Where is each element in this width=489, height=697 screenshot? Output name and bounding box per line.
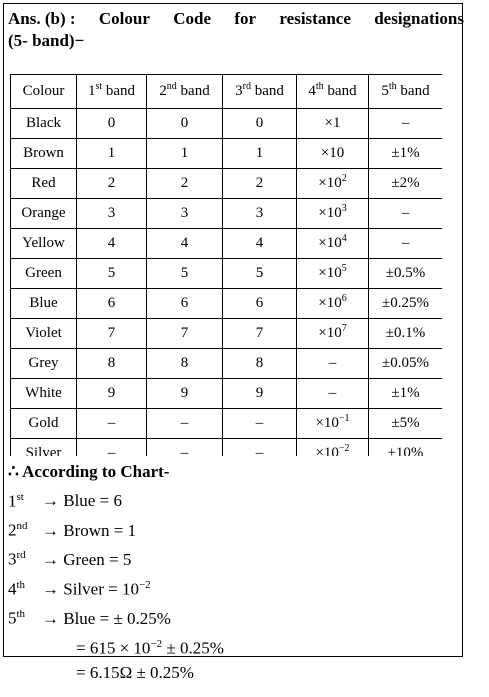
solution-step: 5th → Blue = ± 0.25% xyxy=(8,608,171,628)
table-cell-b1: 3 xyxy=(77,199,147,229)
table-cell-b2: 9 xyxy=(147,379,223,409)
heading-word: resistance xyxy=(279,9,351,28)
table-cell-b3: 2 xyxy=(223,169,297,199)
table-cell-b1: 0 xyxy=(77,109,147,139)
table-cell-b3: – xyxy=(223,409,297,439)
calc-line-2: = 6.15Ω ± 0.25% xyxy=(76,662,194,682)
table-cell-b3: 4 xyxy=(223,229,297,259)
table-row xyxy=(11,259,443,289)
table-cell-b2: 7 xyxy=(147,319,223,349)
table-cell-mult: $\times 10^4$ xyxy=(297,229,369,259)
table-cell-b3: 0 xyxy=(223,109,297,139)
table-cell-colour: Gold xyxy=(11,409,77,439)
header-band-2: 2nd band xyxy=(147,75,223,109)
table-body xyxy=(11,109,443,457)
table-header-row xyxy=(11,75,443,109)
table-cell-mult: ×1 xyxy=(297,109,369,139)
table-cell-b2: 1 xyxy=(147,139,223,169)
calc-line-1: = $615 \times 10^{-2} \pm 0.25\%$ xyxy=(76,637,224,658)
table-cell-tol: ±2% xyxy=(369,169,443,199)
heading-word: for xyxy=(234,9,257,28)
table-cell-b3: 8 xyxy=(223,349,297,379)
table-cell-b2: 8 xyxy=(147,349,223,379)
table-cell-b3: 6 xyxy=(223,289,297,319)
table-cell-colour: Red xyxy=(11,169,77,199)
table-cell-b3: – xyxy=(223,439,297,457)
table-cell-colour: Silver xyxy=(11,439,77,457)
solution-step: 2nd → Brown = 1 xyxy=(8,520,137,540)
table-cell-mult: $\times 10^{-1}$ xyxy=(297,409,369,439)
table-cell-tol: ±1% xyxy=(369,379,443,409)
table-cell-colour: White xyxy=(11,379,77,409)
solution-step: 4th → Silver = $10^{-2}$ xyxy=(8,578,151,599)
table-cell-b2: 0 xyxy=(147,109,223,139)
table-row xyxy=(11,139,443,169)
table-cell-b1: – xyxy=(77,409,147,439)
heading-line-2: (5- band)− xyxy=(8,31,85,50)
table-cell-mult: $\times 10^3$ xyxy=(297,199,369,229)
table-cell-b2: 4 xyxy=(147,229,223,259)
table-cell-b1: 4 xyxy=(77,229,147,259)
header-band-5: 5th band xyxy=(369,75,443,109)
solution-step: 1st → Blue = 6 xyxy=(8,490,122,511)
table-cell-tol: – xyxy=(369,109,443,139)
heading-word: Code xyxy=(173,9,212,28)
table-cell-b2: 3 xyxy=(147,199,223,229)
table-cell-b3: 1 xyxy=(223,139,297,169)
table-cell-tol: ±10% xyxy=(369,439,443,457)
table-cell-b3: 5 xyxy=(223,259,297,289)
heading-word: designations xyxy=(374,9,464,28)
header-band-3: 3rd band xyxy=(223,75,297,109)
heading-word: Colour xyxy=(98,9,150,28)
table-cell-b1: 5 xyxy=(77,259,147,289)
solution-step: 3rd → Green = 5 xyxy=(8,549,132,570)
table-cell-colour: Orange xyxy=(11,199,77,229)
table-cell-colour: Black xyxy=(11,109,77,139)
solution-block xyxy=(8,460,224,686)
table-cell-colour: Brown xyxy=(11,139,77,169)
table-cell-colour: Yellow xyxy=(11,229,77,259)
table-cell-b2: 5 xyxy=(147,259,223,289)
table-cell-mult: ×10 xyxy=(297,139,369,169)
table-cell-colour: Blue xyxy=(11,289,77,319)
table-cell-colour: Violet xyxy=(11,319,77,349)
table-cell-mult: $\times 10^5$ xyxy=(297,259,369,289)
heading-prefix: Ans. (b) : xyxy=(8,9,76,28)
table-cell-b3: 7 xyxy=(223,319,297,349)
table-row xyxy=(11,169,443,199)
heading-line-1 xyxy=(8,8,464,30)
table-row xyxy=(11,199,443,229)
table-cell-mult: $\times 10^{-2}$ xyxy=(297,439,369,457)
colour-code-table xyxy=(10,74,442,456)
table-cell-tol: ±0.1% xyxy=(369,319,443,349)
table-cell-b1: 7 xyxy=(77,319,147,349)
table-cell-b1: 9 xyxy=(77,379,147,409)
colour-code-table-wrap xyxy=(10,74,442,456)
table-cell-tol: – xyxy=(369,229,443,259)
table-row xyxy=(11,319,443,349)
table-cell-b1: 1 xyxy=(77,139,147,169)
table-cell-b1: 6 xyxy=(77,289,147,319)
table-cell-tol: ±0.5% xyxy=(369,259,443,289)
table-cell-b2: 2 xyxy=(147,169,223,199)
table-cell-b3: 9 xyxy=(223,379,297,409)
table-cell-b2: – xyxy=(147,439,223,457)
table-cell-tol: – xyxy=(369,199,443,229)
header-band-4: 4th band xyxy=(297,75,369,109)
table-row xyxy=(11,229,443,259)
table-cell-tol: ±1% xyxy=(369,139,443,169)
table-row xyxy=(11,409,443,439)
table-cell-b2: – xyxy=(147,409,223,439)
answer-heading xyxy=(8,8,464,52)
table-cell-mult: – xyxy=(297,349,369,379)
table-cell-mult: $\times 10^6$ xyxy=(297,289,369,319)
table-cell-b1: – xyxy=(77,439,147,457)
table-cell-tol: ±0.05% xyxy=(369,349,443,379)
table-cell-colour: Grey xyxy=(11,349,77,379)
table-row xyxy=(11,439,443,457)
table-cell-b2: 6 xyxy=(147,289,223,319)
header-band-1: 1st band xyxy=(77,75,147,109)
table-row xyxy=(11,349,443,379)
table-row xyxy=(11,289,443,319)
solution-title: ∴ According to Chart- xyxy=(8,462,170,481)
table-cell-mult: $\times 10^2$ xyxy=(297,169,369,199)
table-cell-mult: – xyxy=(297,379,369,409)
table-row xyxy=(11,379,443,409)
table-row xyxy=(11,109,443,139)
table-cell-mult: $\times 10^7$ xyxy=(297,319,369,349)
table-cell-b1: 8 xyxy=(77,349,147,379)
table-cell-colour: Green xyxy=(11,259,77,289)
header-colour: Colour xyxy=(11,75,77,109)
table-cell-b1: 2 xyxy=(77,169,147,199)
table-cell-tol: ±0.25% xyxy=(369,289,443,319)
table-cell-tol: ±5% xyxy=(369,409,443,439)
table-cell-b3: 3 xyxy=(223,199,297,229)
